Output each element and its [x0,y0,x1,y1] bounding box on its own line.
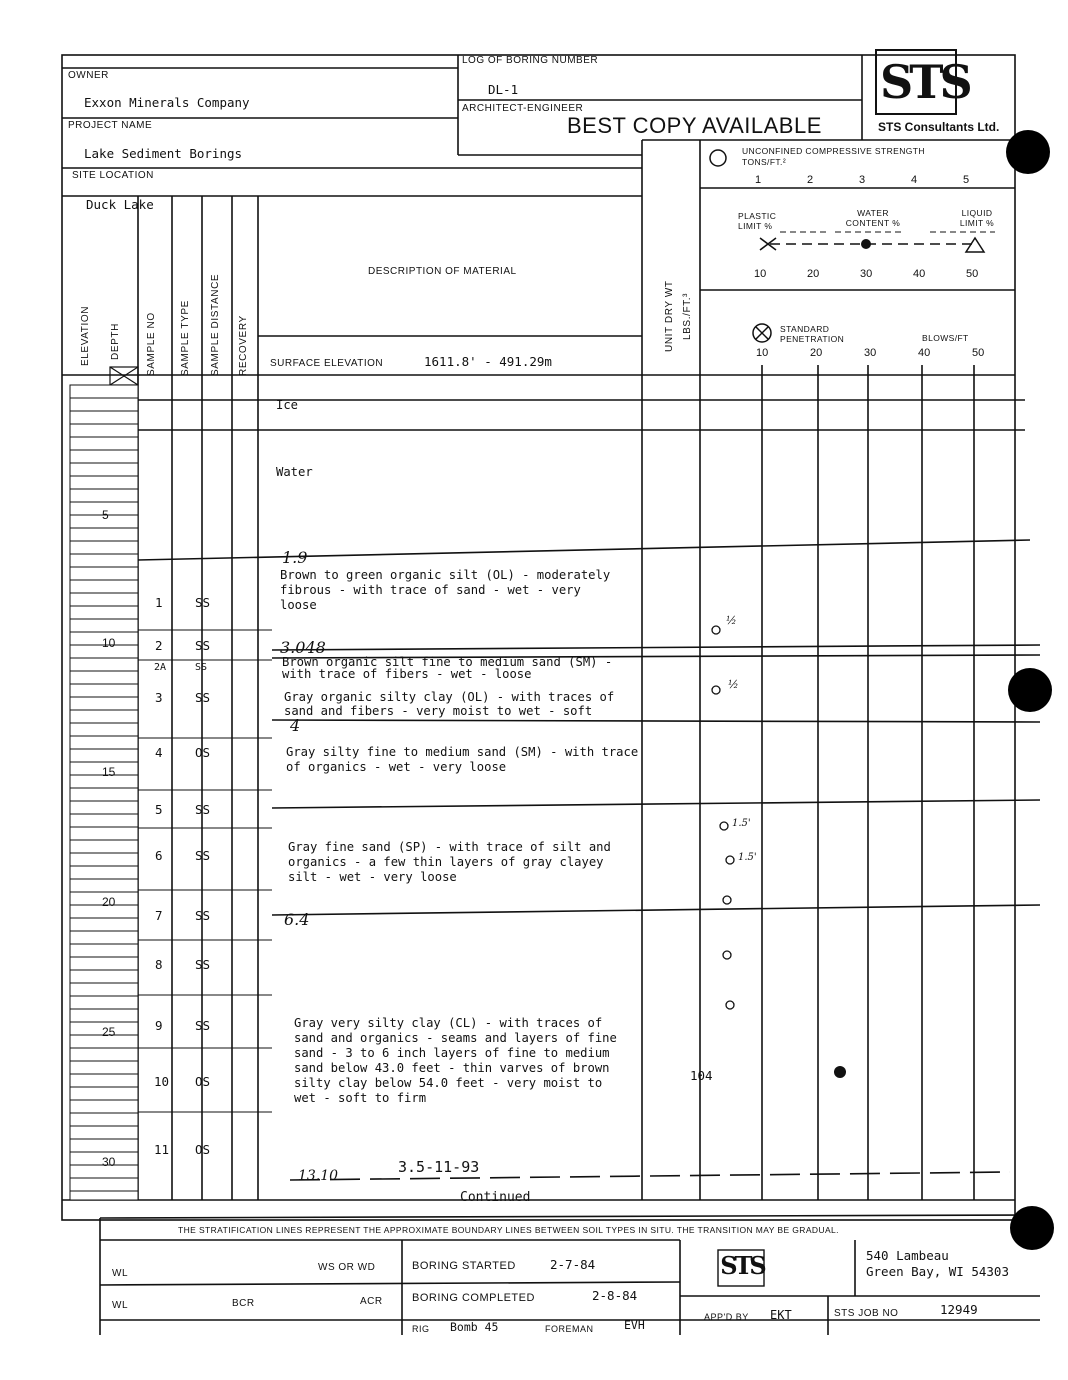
punch-hole-top [1006,130,1050,174]
sample-no-10: 10 [154,1074,170,1089]
site-location-value: Duck Lake [86,197,154,212]
boring-started-label: BORING STARTED [412,1260,516,1272]
unit-dry-wt-value: 104 [690,1068,713,1083]
handwritten-depth-1: 1.9 [282,548,308,567]
sample-type-6: SS [195,848,211,863]
address-line-1: 540 Lambeau [866,1248,949,1263]
boring-completed-label: BORING COMPLETED [412,1292,535,1304]
depth-mark-15: 15 [102,765,116,779]
rig-value: Bomb 45 [450,1320,499,1334]
water-tick-4: 50 [966,268,979,280]
strength-units: TONS/FT.² [742,157,787,167]
penetration-tick-4: 50 [972,347,985,359]
standard-penetration-label: STANDARD PENETRATION [780,324,845,344]
sample-no-2: 2 [155,638,163,653]
ws-wd-label: WS OR WD [318,1262,376,1273]
sample-type-8: SS [195,957,211,972]
blows-ft-label: BLOWS/FT [922,333,969,343]
blow-note-a: ½ [726,614,737,627]
footer-sts-logo: STS [720,1251,764,1280]
lbs-ft-label: LBS./FT.³ [682,292,693,340]
sample-no-8: 8 [155,957,163,972]
sts-job-no-value: 12949 [940,1302,978,1317]
layer-very-silty-clay: Gray very silty clay (CL) - with traces of sand and organics - seams and layers of fine sand - 3 to 6 inch layers of fine to medium sand below 43.0 feet - thin varves of brown silty clay below 54.0 feet - very moist to wet - soft to firm [294,1016,617,1105]
handwritten-date: 3.5-11-93 [398,1158,480,1176]
layer-ice: Ice [276,398,299,412]
blow-note-b: ½ [728,678,739,691]
handwritten-depth-4: 6.4 [284,910,310,929]
boring-completed-value: 2-8-84 [592,1288,638,1303]
blow-note-d: 1.5' [738,852,757,863]
project-name-value: Lake Sediment Borings [84,146,243,161]
layer-organic-silty-clay: Gray organic silty clay (OL) - with traces of sand and fibers - very moist to wet - soft [284,690,615,718]
sample-no-9: 9 [155,1018,163,1033]
water-tick-3: 40 [913,268,926,280]
sample-type-11: OS [195,1142,211,1157]
wl-label-2: WL [112,1300,128,1311]
surface-elevation-label: SURFACE ELEVATION [270,358,384,369]
sample-no-1: 1 [155,595,163,610]
layer-water: Water [276,465,313,479]
rig-label: RIG [412,1324,430,1334]
project-name-label: PROJECT NAME [68,120,153,131]
sample-no-3: 3 [155,690,163,705]
description-column-label: DESCRIPTION OF MATERIAL [368,266,517,277]
sample-type-4: OS [195,745,211,760]
sample-distance-column-label: SAMPLE DISTANCE [210,273,221,376]
water-content-label: WATER CONTENT % [845,208,901,228]
sample-no-11: 11 [154,1142,170,1157]
sample-type-2: SS [195,638,211,653]
unit-dry-wt-label: UNIT DRY WT [664,280,675,352]
water-tick-0: 10 [754,268,767,280]
penetration-tick-0: 10 [756,347,769,359]
depth-mark-5: 5 [102,508,109,522]
sample-type-3: SS [195,690,211,705]
recovery-column-label: RECOVERY [238,315,249,376]
architect-engineer-label: ARCHITECT-ENGINEER [462,103,584,114]
handwritten-depth-2: 3.048 [280,638,326,657]
foreman-label: FOREMAN [545,1324,594,1334]
layer-silty-sand: Gray silty fine to medium sand (SM) - with trace of organics - wet - very loose [286,745,639,774]
boring-started-value: 2-7-84 [550,1257,596,1272]
sample-type-2A: SS [195,662,208,673]
approved-by-value: EKT [770,1308,792,1322]
strength-tick-1: 2 [807,174,814,186]
company-name: STS Consultants Ltd. [878,120,1000,134]
sample-type-10: OS [195,1074,211,1089]
penetration-tick-3: 40 [918,347,931,359]
log-of-boring-label: LOG OF BORING NUMBER [462,55,599,66]
acr-label: ACR [360,1296,383,1307]
sample-type-column-label: SAMPLE TYPE [180,300,191,376]
sample-no-5: 5 [155,802,163,817]
punch-hole-bottom [1010,1206,1054,1250]
water-tick-2: 30 [860,268,873,280]
layer-fine-sand: Gray fine sand (SP) - with trace of silt and organics - a few thin layers of gray clayey silt - wet - very loose [288,840,611,884]
bcr-label: BCR [232,1298,255,1309]
sample-no-4: 4 [155,745,163,760]
boring-number: DL-1 [488,82,519,97]
depth-mark-20: 20 [102,895,116,909]
sts-logo: STS [880,55,969,109]
strength-tick-4: 5 [963,174,970,186]
depth-mark-10: 10 [102,636,116,650]
wl-label-1: WL [112,1268,128,1279]
plastic-limit-label: PLASTIC LIMIT % [738,211,777,231]
sample-type-1: SS [195,595,211,610]
liquid-limit-label: LIQUID LIMIT % [959,208,995,228]
depth-mark-30: 30 [102,1155,116,1169]
sample-no-column-label: SAMPLE NO [146,312,157,376]
sample-type-5: SS [195,802,211,817]
sts-job-no-label: STS JOB NO [834,1308,899,1319]
continued-label: Continued [460,1190,531,1205]
unconfined-strength-label: UNCONFINED COMPRESSIVE STRENGTH [742,146,925,156]
depth-mark-25: 25 [102,1025,116,1039]
handwritten-depth-5: 13.10 [298,1168,339,1184]
layer-organic-silt: Brown to green organic silt (OL) - moderately fibrous - with trace of sand - wet - very loose [280,568,611,612]
sample-no-7: 7 [155,908,163,923]
elevation-column-label: ELEVATION [80,305,91,366]
address-line-2: Green Bay, WI 54303 [866,1264,1009,1279]
site-location-label: SITE LOCATION [72,170,154,181]
sample-no-2A: 2A [154,662,167,673]
foreman-value: EVH [624,1318,645,1332]
layer-organic-silt-sand: Brown organic silt fine to medium sand (SM) - with trace of fibers - wet - loose [282,655,613,681]
surface-elevation-value: 1611.8' - 491.29m [424,354,552,369]
punch-hole-middle [1008,668,1052,712]
penetration-tick-2: 30 [864,347,877,359]
penetration-tick-1: 20 [810,347,823,359]
strength-tick-0: 1 [755,174,762,186]
strength-tick-3: 4 [911,174,918,186]
sample-type-7: SS [195,908,211,923]
sample-no-6: 6 [155,848,163,863]
handwritten-depth-3: 4 [290,716,301,735]
water-tick-1: 20 [807,268,820,280]
stratification-note: THE STRATIFICATION LINES REPRESENT THE APPROXIMATE BOUNDARY LINES BETWEEN SOIL TYPES IN SITU. THE TRANSITION MAY BE GRADUAL. [178,1225,839,1235]
blow-note-c: 1.5' [732,818,751,829]
strength-tick-2: 3 [859,174,866,186]
approved-by-label: APP'D BY [704,1312,749,1322]
owner-value: Exxon Minerals Company [84,95,250,110]
owner-label: OWNER [68,70,109,81]
depth-column-label: DEPTH [110,323,121,360]
best-copy-available-stamp: BEST COPY AVAILABLE [567,113,822,138]
sample-type-9: SS [195,1018,211,1033]
